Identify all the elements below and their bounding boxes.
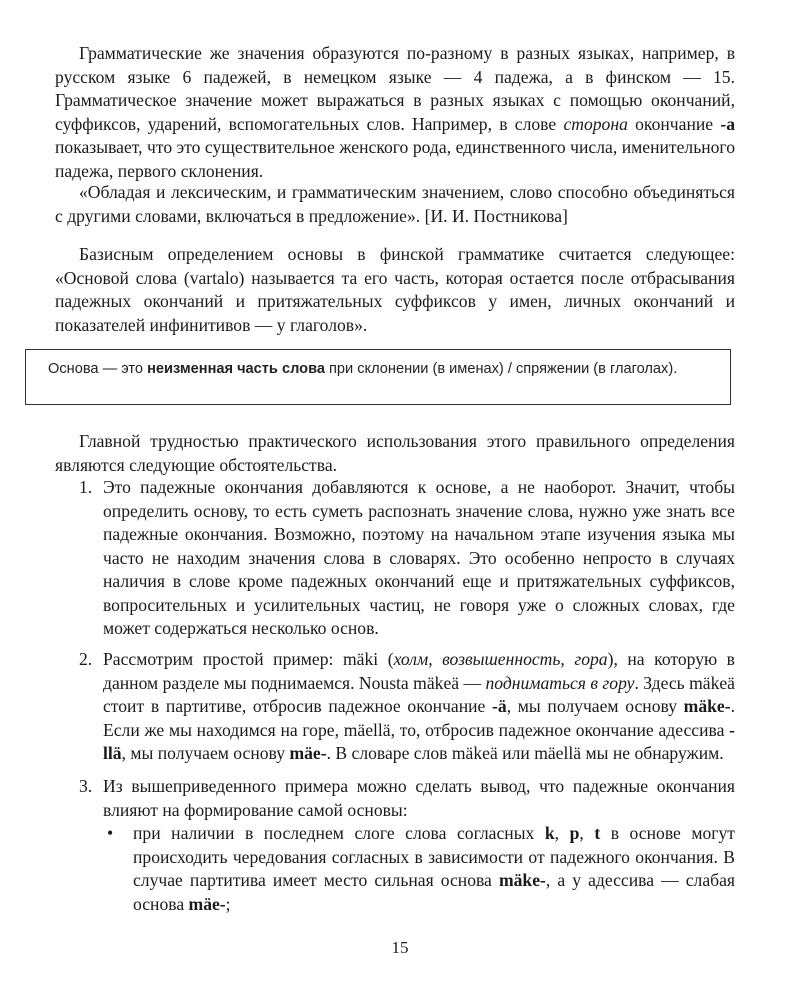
list-item (55, 648, 735, 766)
list-item-text: . В словаре слов mäkeä или mäellä мы не обнаружим. (326, 743, 724, 763)
page-number: 15 (391, 938, 409, 957)
list-item (55, 775, 735, 916)
paragraph-text: окончание (627, 113, 721, 134)
list-number: 3. (79, 776, 93, 796)
ending-highlight: -а (720, 113, 735, 134)
numbered-list-item-3 (55, 775, 735, 916)
bullet-text: , а у адессива — слабая основа (133, 870, 735, 914)
consonant-k: k (544, 823, 555, 843)
paragraph-stem-definition: Базисным определением основы в финской грамматике считается следующее: «Основой слова (vartalo) называется та его часть, которая остается после отбрасывания падежных окончаний и притяжательных суффиксов у имен, личных окончаний и показателей инфинитивов — у глаголов». (55, 244, 735, 335)
list-item-text: Из вышеприведенного примера можно сделать вывод, что падежные окончания влияют на формирование самой основы: (103, 776, 735, 820)
bullet-icon: • (107, 823, 114, 843)
list-item (55, 476, 735, 641)
list-number: 2. (79, 649, 93, 669)
separator: , (579, 823, 595, 843)
stem-highlight: mäe- (289, 743, 327, 763)
paragraph-text: показывает, что это существительное женского рода, единственного числа, именительного падежа, первого склонения. (55, 137, 735, 181)
definition-text: при склонении (в именах) / спряжении (в глаголах). (324, 361, 678, 377)
definition-text: Основа — это (48, 361, 148, 377)
paragraph-grammatical-meanings (55, 42, 735, 183)
quote-postnikova: «Обладая и лексическим, и грамматическим значением, слово способно объединяться с другими словами, включаться в предложение». [И. И. Постникова] (55, 182, 735, 226)
paragraph-difficulties: Главной трудностью практического использования этого правильного определения являются следующие обстоятельства. (55, 431, 735, 475)
translation-italic: подниматься в гору (485, 672, 635, 693)
list-item-text: Рассмотрим простой пример: mäki ( (103, 649, 394, 669)
stem-highlight: mäe- (188, 893, 226, 914)
bullet-text: ; (225, 893, 231, 914)
list-item-text: ), на которую в данном разделе мы поднимаемся. Nousta mäkeä — (103, 649, 735, 693)
translation-italic: холм, возвышенность, гора (393, 649, 608, 669)
definition-highlight: неизменная часть слова (147, 361, 325, 377)
numbered-list-item-2 (55, 648, 735, 766)
list-item-text: , мы получаем основу (506, 696, 684, 716)
consonant-p: p (569, 823, 580, 843)
ending-highlight: -llä (103, 719, 735, 763)
consonant-t: t (594, 823, 601, 843)
list-item-text: , мы получаем основу (121, 743, 290, 763)
list-item-text: . Здесь mäkeä стоит в партитиве, отбросив падежное окончание (103, 672, 735, 716)
numbered-list-item-1 (55, 476, 735, 641)
bullet-text: при наличии в последнем слоге слова согласных (133, 823, 545, 843)
example-word: сторона (563, 113, 628, 134)
stem-highlight: mäke- (683, 696, 731, 716)
paragraph-text: Грамматические же значения образуются по-разному в разных языках, например, в русском языке 6 падежей, в немецком языке — 4 падежа, а в финском — 15. Грамматическое значение может выражаться в разных языках с помощью окончаний, суффиксов, ударений, вспомогательных слов. Например, в слове (55, 43, 735, 134)
ending-highlight: -ä (492, 696, 507, 716)
bullet-text: в основе могут происходить чередования согласных в зависимости от падежного окончания. В случае партитива имеет место сильная основа (133, 823, 735, 890)
list-item-text: Это падежные окончания добавляются к основе, а не наоборот. Значит, чтобы определить основу, то есть суметь распознать значение слова, нужно уже знать все падежные окончания. Возможно, поэтому на начальном этапе изучения языка мы часто не находим значения слова в словарях. Это особенно непросто в случаях наличия в слове кроме падежных окончаний еще и притяжательных суффиксов, вопросительных и усилительных частиц, не говоря уже о сложных словах, где может содержаться несколько основ. (103, 477, 735, 638)
list-number: 1. (79, 477, 93, 497)
stem-highlight: mäke- (498, 870, 546, 890)
definition-box (25, 349, 731, 405)
separator: , (554, 823, 570, 843)
list-item-text: . Если же мы находимся на горе, mäellä, то, отбросив падежное окончание адессива (103, 696, 735, 740)
bullet-item (103, 822, 735, 916)
